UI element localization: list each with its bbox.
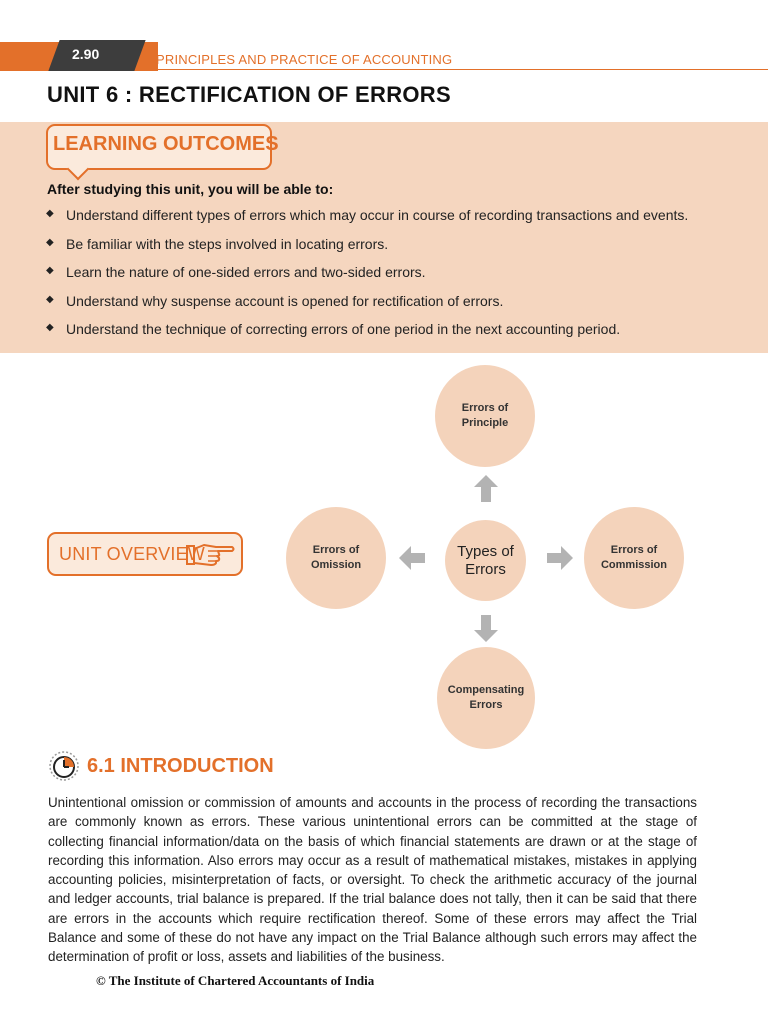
node-label: Errors of Commission [600,544,667,571]
unit-overview-badge [47,532,243,576]
list-item [45,264,688,293]
header-rule [158,69,768,70]
types-of-errors-node [445,520,526,601]
node-label: Types of Errors [457,542,514,578]
errors-of-commission-node [584,507,684,609]
diamond-bullet-icon: ◆ [46,293,54,305]
list-item [45,236,688,265]
node-label: Compensating Errors [447,684,525,711]
list-item [45,207,688,236]
node-label: Errors of Omission [310,544,362,571]
node-label: Errors of Principle [461,402,509,429]
list-item [45,293,688,322]
diamond-bullet-icon: ◆ [46,236,54,248]
clock-icon [47,750,83,782]
arrow-up-icon [474,475,498,502]
list-item-text: Learn the nature of one-sided errors and two-sided errors. [66,264,426,281]
list-item [45,321,688,350]
arrow-right-icon [547,546,573,570]
diamond-bullet-icon: ◆ [46,265,54,277]
section-heading: 6.1 INTRODUCTION [87,755,274,777]
learning-outcomes-intro: After studying this unit, you will be able to: [47,181,334,197]
introduction-paragraph: Unintentional omission or commission of amounts and accounts in the process of recording the transactions are commonly known as errors. These various unintentional errors can be committed at the stage of collecting financial information/data on the basis of which financial statements are drawn or at the stage of recording this information. Also errors may occur as a result of mathematical mistakes, mistakes in applying accounting policies, misinterpretation of facts, or oversight. To check the arithmetic accuracy of the journal and ledger accounts, trial balance is prepared. If the trial balance does not tally, then it can be said that there are errors in the accounts which require rectification thereof. Some of these errors may affect the Trial Balance and some of these do not have any impact on the Trial Balance although such errors may affect the determination of profit or loss, assets and liabilities of the business. [48,795,697,965]
list-item-text: Be familiar with the steps involved in locating errors. [66,235,389,252]
errors-of-principle-node [435,365,535,467]
unit-overview-label: UNIT OVERVIEW [59,544,205,564]
arrow-left-icon [399,546,425,570]
diamond-bullet-icon: ◆ [46,208,54,219]
learning-outcomes-list [45,207,688,350]
page-number: 2.90 [72,46,100,62]
copyright-footer: © The Institute of Chartered Accountants of India [96,973,375,988]
compensating-errors-node [437,647,535,749]
learning-outcomes-title: LEARNING OUTCOMES [53,133,279,155]
diamond-bullet-icon: ◆ [46,322,54,334]
unit-title: UNIT 6 : RECTIFICATION OF ERRORS [47,82,451,107]
list-item-text: Understand different types of errors which may occur in course of recording transactions and events. [66,207,689,223]
pointing-hand-icon [186,541,236,567]
errors-of-omission-node [286,507,386,609]
list-item-text: Understand why suspense account is opened for rectification of errors. [66,292,504,309]
list-item-text: Understand the technique of correcting errors of one period in the next accounting period. [66,321,621,338]
arrow-down-icon [474,615,498,642]
book-title: PRINCIPLES AND PRACTICE OF ACCOUNTING [156,52,453,67]
